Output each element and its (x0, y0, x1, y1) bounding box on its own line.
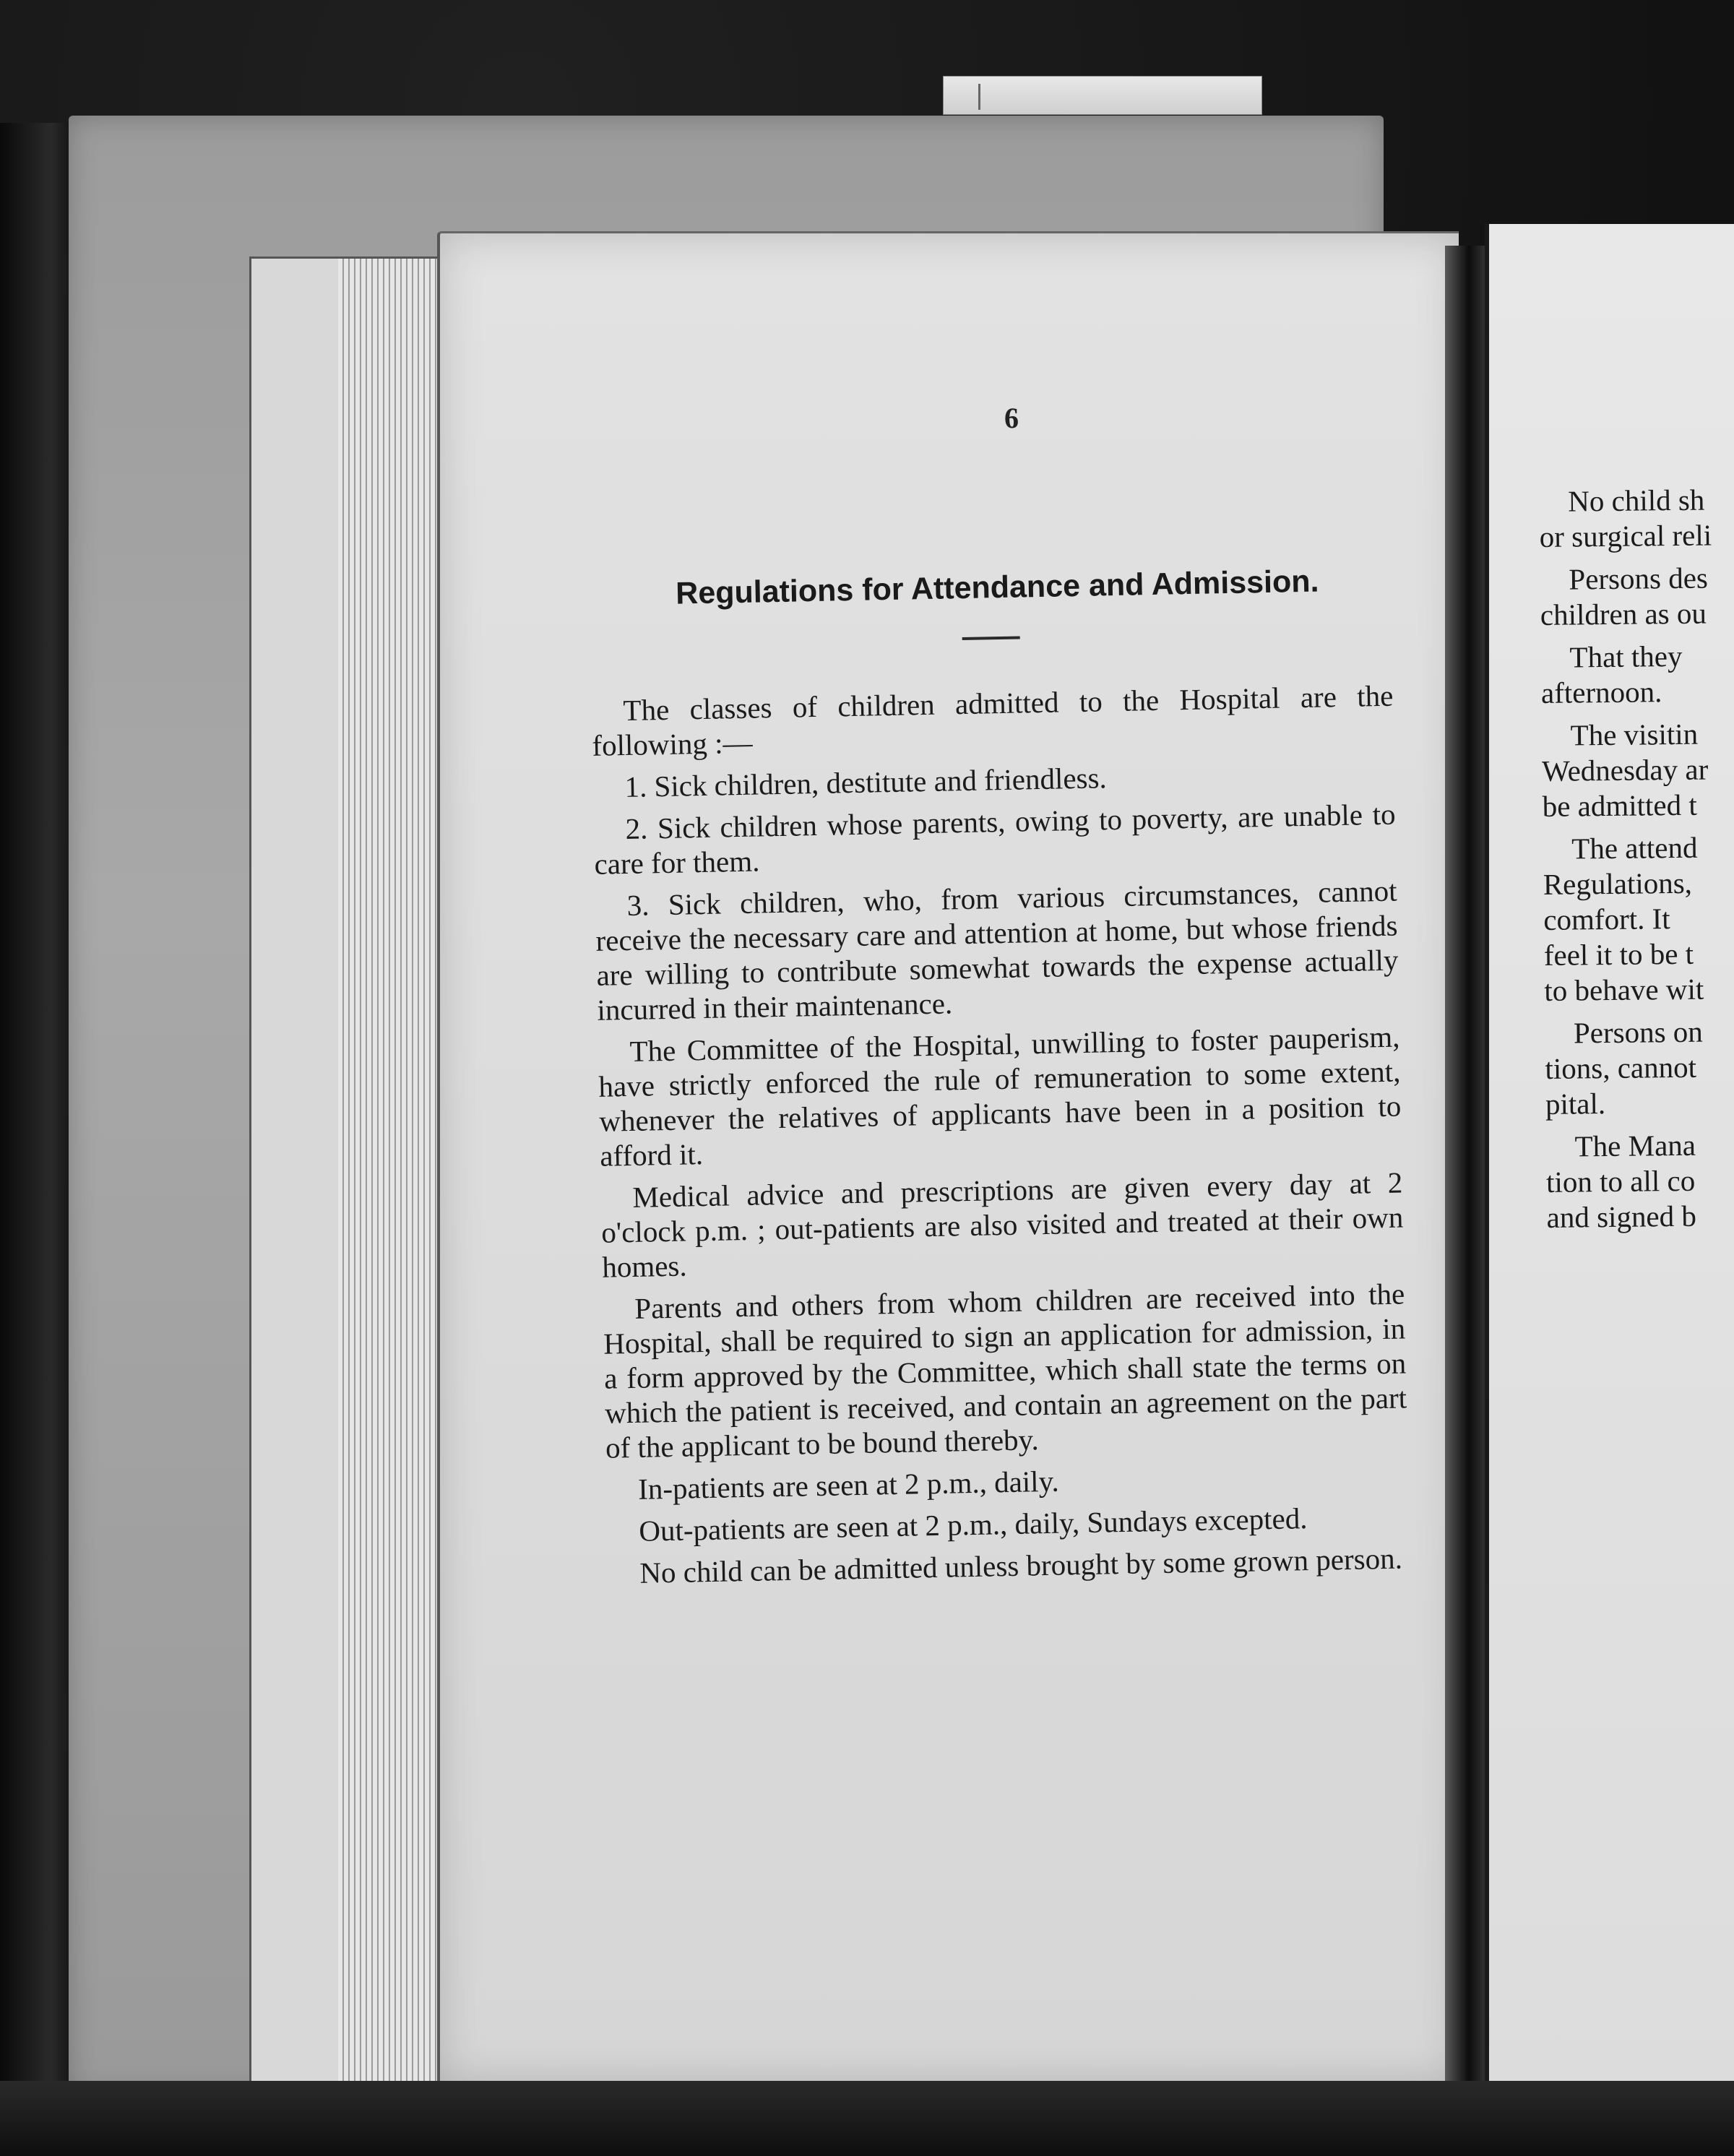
paragraph: Medical advice and prescriptions are given every day at 2 o'clock p.m. ; out-patients are also visited and treated at their own homes. (600, 1165, 1404, 1284)
paragraph: No child can be admitted unless brought by some grown person. (639, 1541, 1403, 1590)
paragraph: The Committee of the Hospital, unwilling to foster pauperism, have strictly enforced the rule of remuneration to some extent, whenever the relatives of applicants have been in a position to afford it. (598, 1019, 1402, 1173)
paragraph: Out-patients are seen at 2 p.m., daily, Sundays excepted. (638, 1501, 1308, 1548)
facing-line: be admitted t (1542, 788, 1697, 823)
album-cover-edge (0, 123, 72, 2156)
facing-line: That they (1569, 639, 1683, 674)
facing-line: to behave wit (1544, 972, 1704, 1007)
facing-line: and signed b (1546, 1199, 1697, 1234)
facing-page-text (1539, 482, 1734, 1236)
book-gutter (1445, 246, 1488, 2124)
stacked-page-edges (249, 256, 463, 2085)
paper-slip (943, 76, 1262, 115)
page-heading: Regulations for Attendance and Admission. (675, 564, 1319, 611)
facing-line: Wednesday ar (1541, 752, 1709, 788)
facing-line: tion to all co (1545, 1163, 1696, 1199)
facing-line: or surgical reli (1539, 518, 1712, 553)
page-number: 6 (1004, 402, 1019, 434)
facing-line: afternoon. (1540, 675, 1662, 710)
regulations-body (591, 678, 1410, 1598)
facing-line: Regulations, (1543, 866, 1693, 901)
facing-line: feel it to be t (1543, 936, 1694, 972)
facing-line: children as ou (1540, 596, 1707, 631)
paragraph: Parents and others from whom children are received into the Hospital, shall be required to sign an application for admission, in a form approved by the Committee, which shall state the terms on which the patient is received, and contain an agreement on the part of the applicant to be bound thereby. (603, 1277, 1407, 1465)
facing-line: comfort. It (1543, 902, 1670, 936)
facing-line: The Mana (1574, 1128, 1696, 1163)
paragraph: The classes of children admitted to the Hospital are the following :— (592, 678, 1394, 762)
bottom-shadow (0, 2081, 1734, 2156)
facing-line: tions, cannot (1545, 1050, 1697, 1085)
paragraph: In-patients are seen at 2 p.m., daily. (637, 1464, 1060, 1506)
paragraph: 2. Sick children whose parents, owing to poverty, are unable to care for them. (594, 797, 1396, 881)
facing-line: pital. (1545, 1087, 1606, 1121)
facing-line: The attend (1571, 830, 1698, 866)
paragraph: 1. Sick children, destitute and friendless. (624, 761, 1108, 804)
facing-line: The visitin (1570, 717, 1699, 752)
paragraph: 3. Sick children, who, from various circumstances, cannot receive the necessary care and attention at home, but whose friends are willing to contribute somewhat towards the expense actually incurred in their maintenance. (595, 874, 1399, 1027)
facing-line: Persons on (1573, 1014, 1704, 1050)
facing-line: Persons des (1569, 561, 1709, 596)
facing-line: No child sh (1568, 483, 1705, 518)
